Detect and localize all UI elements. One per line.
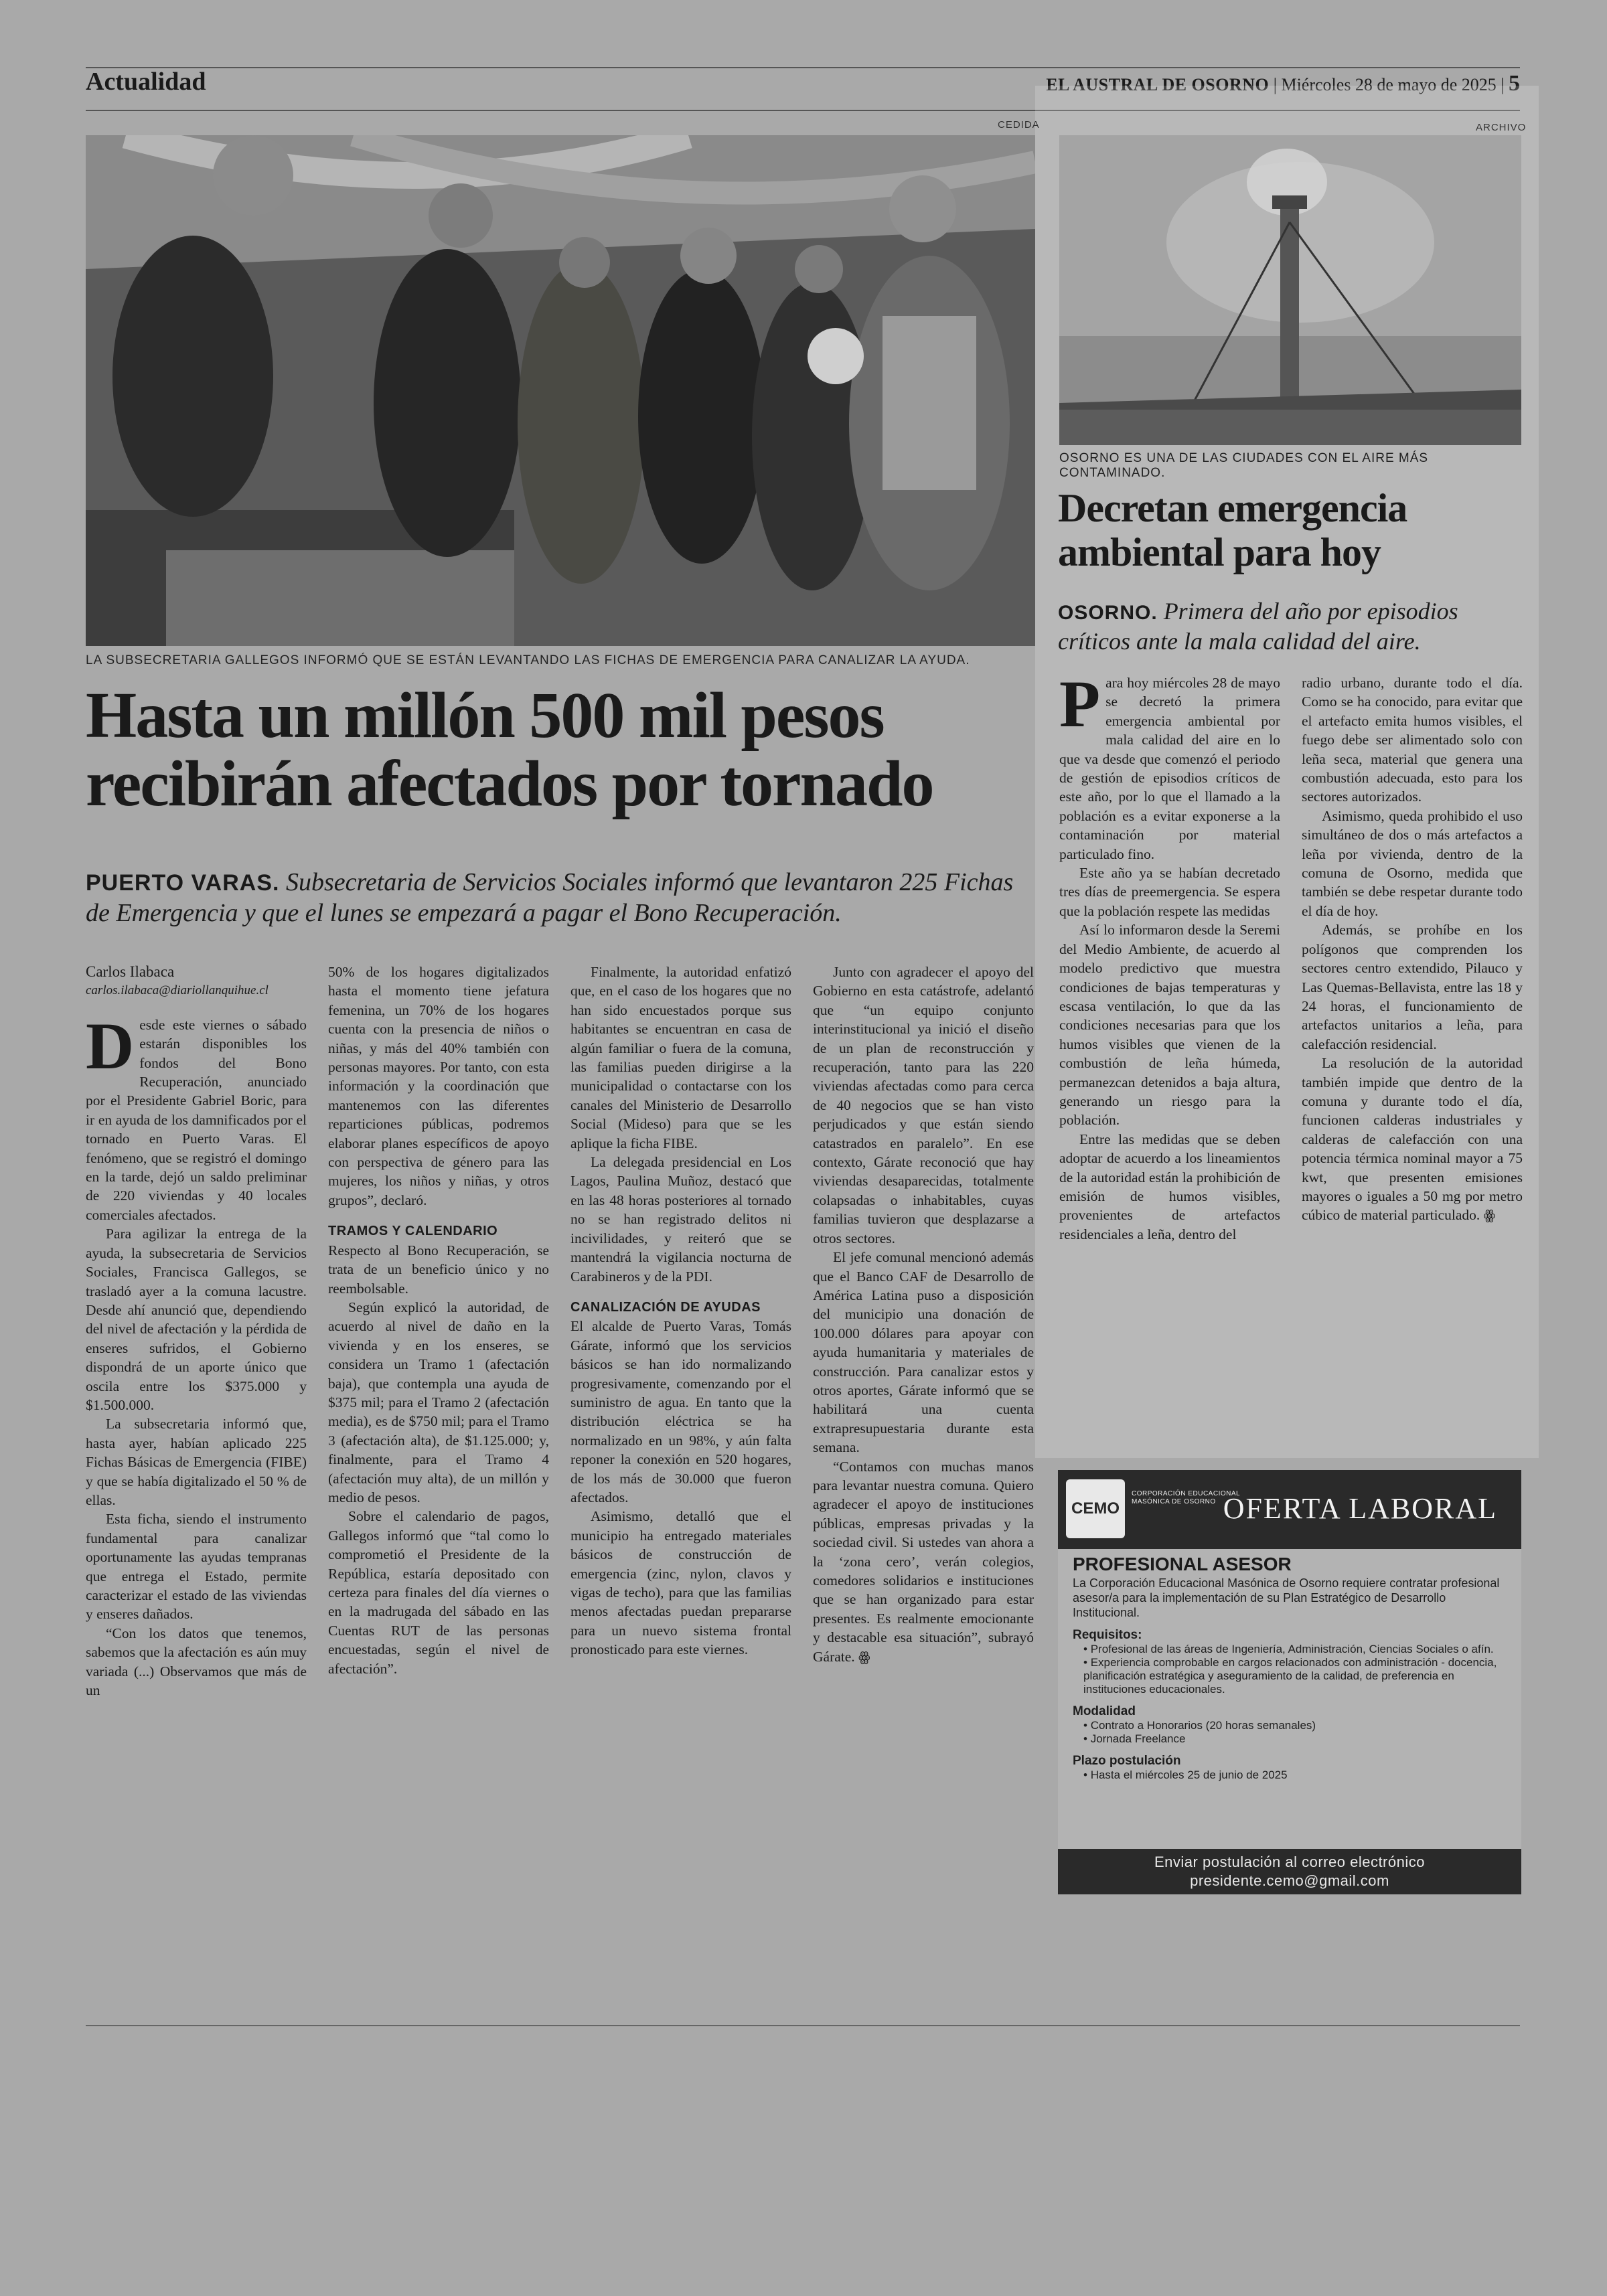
ad-body [1073, 1554, 1508, 1782]
side-kicker: OSORNO. [1058, 602, 1158, 624]
main-column-1 [86, 963, 307, 1700]
side-photo [1059, 135, 1521, 445]
requirements-label: Requisitos: [1073, 1628, 1142, 1642]
paragraph-text: esde este viernes o sábado estarán disponibles los fondos del Bono Recuperación, anunciado por el Presidente Gabriel Boric, para ir en ayuda de los damnificados por el tornado en Puerto Varas. El fenómeno, que se registró el domingo en la tarde, dejó un saldo preliminar de 220 viviendas y 40 locales comerciales afectados. [86, 1016, 307, 1223]
modality-list [1083, 1719, 1508, 1746]
deadline-label: Plazo postulación [1073, 1754, 1181, 1768]
side-photo-credit: ARCHIVO [1476, 122, 1527, 133]
newspaper-name: EL AUSTRAL DE OSORNO [1046, 75, 1270, 94]
contact-email[interactable]: presidente.cemo@gmail.com [1190, 1872, 1389, 1889]
main-photo-caption: LA SUBSECRETARIA GALLEGOS INFORMÓ QUE SE ESTÁN LEVANTANDO LAS FICHAS DE EMERGENCIA PARA CANALIZAR LA AYUDA. [86, 653, 970, 667]
ad-footer-text: Enviar postulación al correo electrónico [1154, 1854, 1425, 1870]
list-item: • Profesional de las áreas de Ingeniería, Administración, Ciencias Sociales o afín. [1083, 1643, 1508, 1656]
paragraph: Además, se prohíbe en los polígonos que comprenden los sectores centro extendido, Pilauco y Las Quemas-Bellavista, entre las 18 y 24 horas, el funcionamiento de artefactos unitarios a leña, para calefacción residencial. [1302, 922, 1523, 1052]
list-item: • Hasta el miércoles 25 de junio de 2025 [1083, 1769, 1508, 1782]
side-headline: Decretan emergencia ambiental para hoy [1058, 486, 1407, 574]
main-kicker: PUERTO VARAS. [86, 870, 280, 896]
chimney-smoke-image [1059, 135, 1521, 445]
author-email: carlos.ilabaca@diariollanquihue.cl [86, 983, 269, 998]
main-photo-credit: CEDIDA [998, 119, 1040, 131]
main-deck-text: Subsecretaria de Servicios Sociales informó que levantaron 225 Fichas de Emergencia y que el lunes se empezará a pagar el Bono Recuperación. [86, 868, 1014, 927]
paragraph: El jefe comunal mencionó además que el Banco CAF de Desarrollo de América Latina puso a disposición del municipio una donación de 100.000 dólares para apoyar con ayuda humanitaria y materiales de construcción. Para canalizar estos y otros aportes, Gárate informó que se habilitará una cuenta extrapresupuestaria durante esta semana. [813, 1249, 1034, 1456]
paragraph [1302, 1054, 1523, 1226]
job-ad [1058, 1470, 1521, 1894]
paragraph [1059, 667, 1280, 864]
paragraph-text: “Contamos con muchas manos para levantar nuestra comuna. Quiero agradecer el apoyo de instituciones públicas, empresas privadas y la sociedad civil. Si ustedes van ahora a la ‘zona cero’, verán colegios, comedores solidarios e instituciones que se han organizado para estar presentes. Es realmente emocionante y destacable esa situación”, subrayó Gárate. [813, 1458, 1034, 1665]
paragraph: El alcalde de Puerto Varas, Tomás Gárate, informó que los servicios básicos se han ido normalizando progresivamente, comenzando por el suministro de agua. En tanto que la distribución eléctrica se ha normalizado en un 98%, y aún falta reponer la conexión en 520 hogares, de los más de 30.000 que fueron afectados. [570, 1318, 791, 1505]
list-item: • Contrato a Honorarios (20 horas semanales) [1083, 1719, 1508, 1732]
list-item: • Jornada Freelance [1083, 1732, 1508, 1746]
paragraph [86, 1008, 307, 1224]
paragraph [813, 1457, 1034, 1667]
paragraph: “Con los datos que tenemos, sabemos que la afectación es aún muy variada (...) Observamos que más de un [86, 1625, 307, 1699]
side-deck [1058, 597, 1527, 656]
paragraph: Respecto al Bono Recuperación, se trata de un beneficio único y no reembolsable. [328, 1242, 549, 1297]
dropcap: P [1059, 667, 1101, 741]
main-photo [86, 135, 1035, 646]
issue-date: Miércoles 28 de mayo de 2025 [1281, 75, 1497, 94]
requirements-list [1083, 1643, 1508, 1696]
ad-position: PROFESIONAL ASESOR [1073, 1554, 1292, 1574]
dropcap: D [86, 1008, 135, 1083]
section-label: Actualidad [86, 68, 206, 96]
org-logo: CEMO [1066, 1479, 1125, 1538]
folio-separator: | [1501, 75, 1509, 94]
main-column-4 [813, 963, 1034, 1667]
paragraph: La delegada presidencial en Los Lagos, Paulina Muñoz, destacó que en las 48 horas posteriores al tornado no se han registrado delitos ni incivilidades, y reiteró que se mantendrá la vigilancia nocturna de Carabineros y de la PDI. [570, 1154, 791, 1285]
side-column-1 [1059, 667, 1280, 1244]
paragraph: Junto con agradecer el apoyo del Gobierno en esta catástrofe, adelantó que “un equipo conjunto interinstitucional ya inició el diseño de un plan de reconstrucción y recuperación, tanto para las 220 viviendas afectadas como para cerca de 40 negocios que se han visto perjudicados y que están siendo catastrados en paralelo”. En ese contexto, Gárate reconoció que hay viviendas desaparecidas, totalmente colapsadas o inhabitables, cuyas familias tuvieron que desplazarse a otros sectores. [813, 964, 1034, 1246]
list-item: • Experiencia comprobable en cargos relacionados con administración - docencia, planificación estratégica y aseguramiento de la calidad, de preferencia en instituciones educacionales. [1083, 1656, 1508, 1696]
ad-footer [1058, 1849, 1521, 1894]
paragraph: Según explicó la autoridad, de acuerdo al nivel de daño en la vivienda y en los enseres, se considera un Tramo 1 (afectación baja), que contempla una ayuda de $375 mil; para el Tramo 2 (afectación media), es de $750 mil; para el Tramo 3 (afectación alta), de $1.125.000; y, finalmente, para el Tramo 4 (afectación muy alta), de un millón y medio de pesos. [328, 1299, 549, 1505]
paragraph: 50% de los hogares digitalizados hasta el momento tiene jefatura femenina, un 70% de los hogares cuenta con la presencia de niños o niñas, y más del 40% también con personas mayores. Por tanto, con esta información y la coordinación que mantenemos con las diferentes reparticiones públicas, podremos elaborar planes específicos de apoyo con perspectiva de género para las mujeres, los niños y niñas, y otros grupos”, declaró. [328, 964, 549, 1208]
tent-meeting-image [86, 135, 1035, 646]
paragraph: Sobre el calendario de pagos, Gallegos informó que “tal como lo comprometió el Presidente de la República, estaría depositado con certeza para finales del día viernes o en la madrugada del sábado en las Cuentas RUT de las personas encuestadas, según el nivel de afectación”. [328, 1508, 549, 1677]
deadline-list [1083, 1769, 1508, 1782]
main-headline: Hasta un millón 500 mil pesos recibirán afectados por tornado [86, 679, 933, 820]
paragraph: La subsecretaria informó que, hasta ayer, habían aplicado 225 Fichas Básicas de Emergencia (FIBE) y que se había digitalizado el 50 % de ellas. [86, 1416, 307, 1508]
main-column-3 [570, 963, 791, 1659]
org-name: CORPORACIÓN EDUCACIONAL MASÓNICA DE OSORNO [1132, 1490, 1240, 1505]
side-photo-caption: OSORNO ES UNA DE LAS CIUDADES CON EL AIRE MÁS CONTAMINADO. [1059, 451, 1429, 480]
paragraph: Entre las medidas que se deben adoptar de acuerdo a los lineamientos de la autoridad están la prohibición de emisión de humos visibles, provenientes de artefactos residenciales a leña, dentro del [1059, 1131, 1280, 1242]
page-number: 5 [1509, 71, 1520, 96]
byline: Carlos Ilabaca [86, 963, 175, 980]
paragraph: Para agilizar la entrega de la ayuda, la subsecretaria de Servicios Sociales, Francisca Gallegos, se trasladó ayer a la comuna lacustre. Desde ahí anunció que, dependiendo del nivel de afectación y la pérdida de enseres sufridos, el Gobierno dispondrá de un aporte único que oscila entre los $375.000 y $1.500.000. [86, 1226, 307, 1413]
paragraph-text: ara hoy miércoles 28 de mayo se decretó la primera emergencia ambiental por mala calidad del aire en lo que va desde que comenzó el periodo de gestión de episodios críticos de este año, por lo que el llamado a la población es a evitar exponerse a la contaminación por material particulado fino. [1059, 675, 1280, 862]
paragraph-text: La resolución de la autoridad también impide que dentro de la comuna y durante todo el día, funcionen calderas industriales y calderas de calefacción con una potencia térmica nominal mayor a 75 kwt, que presenten emisiones mayores o iguales a 50 mg por metro cúbico de material particulado. [1302, 1055, 1523, 1224]
paragraph: Finalmente, la autoridad enfatizó que, en el caso de los hogares que no han sido encuestados porque sus habitantes se encuentran en casa de algún familiar o fuera de la comuna, las familias pueden dirigirse a la municipalidad o contactarse con los canales del Ministerio de Desarrollo Social (Mideso) para que se les aplique la ficha FIBE. [570, 964, 791, 1151]
subhead: CANALIZACIÓN DE AYUDAS [570, 1299, 761, 1315]
end-mark: ꙮ [1483, 1208, 1496, 1224]
header-rule-top [86, 67, 1520, 68]
ad-title: OFERTA LABORAL [1223, 1492, 1497, 1525]
paragraph: radio urbano, durante todo el día. Como se ha conocido, para evitar que el artefacto emita humos visibles, el fuego debe ser alimentado solo con leña seca, material que genera una combustión adecuada, esto para los sectores autorizados. [1302, 675, 1523, 805]
modality-label: Modalidad [1073, 1704, 1136, 1718]
side-column-2 [1302, 673, 1523, 1226]
ad-intro: La Corporación Educacional Masónica de Osorno requiere contratar profesional asesor/a para la implementación de su Plan Estratégico de Desarrollo Institucional. [1073, 1576, 1500, 1619]
paragraph: Este año ya se habían decretado tres días de preemergencia. Se espera que la población respete las medidas [1059, 865, 1280, 919]
paragraph: Asimismo, detalló que el municipio ha entregado materiales básicos de construcción de emergencia (zinc, nylon, clavos y vigas de techo), para que las familias menos afectadas puedan prepararse para un nuevo sistema frontal pronosticado para este viernes. [570, 1508, 791, 1658]
ad-header [1058, 1470, 1521, 1549]
main-deck [86, 868, 1037, 928]
subhead: TRAMOS Y CALENDARIO [328, 1224, 498, 1239]
bottom-rule [86, 2025, 1520, 2026]
paragraph: Así lo informaron desde la Seremi del Medio Ambiente, de acuerdo al modelo predictivo que muestra condiciones de bajas temperaturas y escasa ventilación, lo que da las condiciones necesarias para que los humos visibles que vienen de la combustión de leña húmeda, permanezcan detenidos a baja altura, generando un riesgo para la población. [1059, 922, 1280, 1129]
paragraph: Esta ficha, siendo el instrumento fundamental para canalizar oportunamente las ayudas tempranas que entrega el Estado, permite caracterizar el estado de las viviendas y enseres dañados. [86, 1511, 307, 1623]
end-mark: ꙮ [858, 1649, 870, 1665]
side-deck-text: Primera del año por episodios críticos ante la mala calidad del aire. [1058, 598, 1458, 655]
folio-separator: | [1273, 75, 1282, 94]
paragraph: Asimismo, queda prohibido el uso simultáneo de dos o más artefactos a leña por vivienda, dentro de la comuna de Osorno, medida que también se debe respetar durante todo el día de hoy. [1302, 807, 1523, 919]
main-column-2 [328, 963, 549, 1678]
